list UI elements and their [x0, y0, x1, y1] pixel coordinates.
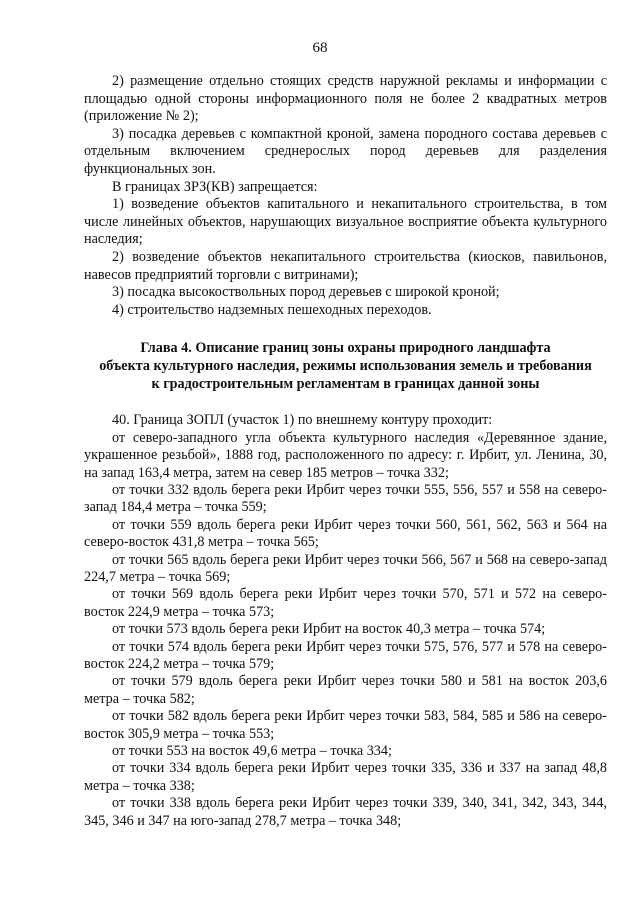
chapter-heading-line: Глава 4. Описание границ зоны охраны природного ландшафта [140, 340, 551, 357]
paragraph: 3) посадка высокоствольных пород деревьев с широкой кроной; [112, 284, 500, 301]
paragraph: В границах ЗРЗ(КВ) запрещается: [112, 178, 318, 195]
chapter-heading [84, 339, 607, 393]
paragraph: от точки 334 вдоль берега реки Ирбит через точки 335, 336 и 337 на запад 48,8 метра – точка 338; [84, 760, 607, 794]
paragraph: 2) возведение объектов некапитального строительства (киосков, павильонов, навесов предприятий торговли с витринами); [84, 248, 607, 283]
paragraph: от точки 574 вдоль берега реки Ирбит через точки 575, 576, 577 и 578 на северо-восток 224,2 метра – точка 579; [84, 638, 607, 672]
paragraph: от точки 582 вдоль берега реки Ирбит через точки 583, 584, 585 и 586 на северо-восток 305,9 метра – точка 553; [84, 708, 607, 742]
paragraph: 40. Граница ЗОПЛ (участок 1) по внешнему контуру проходит: [112, 412, 493, 429]
paragraph: от северо-западного угла объекта культурного наследия «Деревянное здание, украшенное резьбой», 1888 год, расположенного по адресу: г. Ирбит, ул. Ленина, 30, на запад 163,4 метра, затем на север 185 метров – точка 332; [84, 429, 607, 481]
paragraph: от точки 569 вдоль берега реки Ирбит через точки 570, 571 и 572 на северо-восток 224,9 метра – точка 573; [84, 586, 607, 620]
paragraph: 4) строительство надземных пешеходных переходов. [112, 301, 432, 318]
paragraph: от точки 579 вдоль берега реки Ирбит через точки 580 и 581 на восток 203,6 метра – точка 582; [84, 673, 607, 707]
paragraph: от точки 338 вдоль берега реки Ирбит через точки 339, 340, 341, 342, 343, 344, 345, 346 и 347 на юго-запад 278,7 метра – точка 348; [84, 795, 607, 829]
paragraph: от точки 332 вдоль берега реки Ирбит через точки 555, 556, 557 и 558 на северо-запад 184,4 метра – точка 559; [84, 481, 607, 516]
document-body [84, 73, 607, 830]
paragraph: от точки 553 на восток 49,6 метра – точка 334; [112, 743, 392, 760]
paragraph: от точки 573 вдоль берега реки Ирбит на восток 40,3 метра – точка 574; [112, 621, 546, 638]
paragraph: от точки 559 вдоль берега реки Ирбит через точки 560, 561, 562, 563 и 564 на северо-восток 431,8 метра – точка 565; [84, 516, 607, 551]
paragraph: 2) размещение отдельно стоящих средств наружной рекламы и информации с площадью одной стороны информационного поля не более 2 квадратных метров (приложение № 2); [84, 73, 607, 125]
page-number: 68 [312, 40, 328, 56]
paragraph: от точки 565 вдоль берега реки Ирбит через точки 566, 567 и 568 на северо-запад 224,7 метра – точка 569; [84, 551, 607, 585]
chapter-heading-line: объекта культурного наследия, режимы использования земель и требования [99, 358, 592, 375]
paragraph: 1) возведение объектов капитального и некапитального строительства, в том числе линейных объектов, нарушающих визуальное восприятие объекта культурного наследия; [84, 196, 607, 248]
paragraph: 3) посадка деревьев с компактной кроной, замена породного состава деревьев с отдельным включением среднерослых пород деревьев для разделения функциональных зон. [84, 125, 607, 177]
chapter-heading-line: к градостроительным регламентам в границах данной зоны [151, 376, 540, 393]
